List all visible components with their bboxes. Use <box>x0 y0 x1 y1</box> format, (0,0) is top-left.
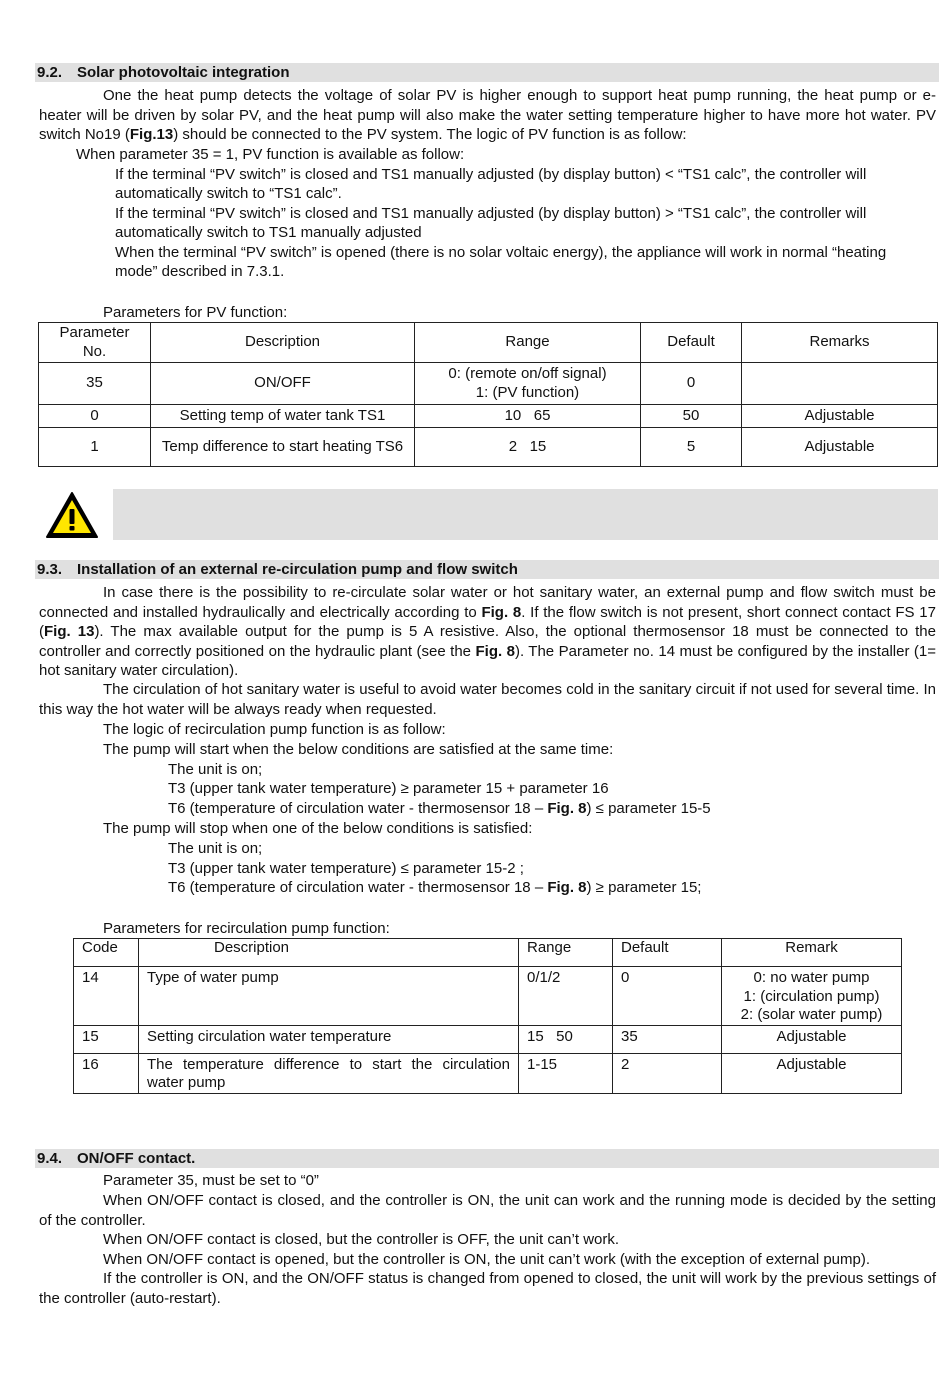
recirculation-parameters-table <box>73 938 902 1094</box>
pv-parameters-table <box>38 322 938 467</box>
start-condition-2: T3 (upper tank water temperature) ≥ parameter 15 + parameter 16 <box>168 780 609 797</box>
table-row: 0 Setting temp of water tank TS1 10 65 50 Adjustable <box>39 405 938 428</box>
pv-intro-paragraph: One the heat pump detects the voltage of solar PV is higher enough to support heat pump running, the heat pump or e-heater will be driven by solar PV, and the heat pump will also make the water setting temperature higher to have more hot water. PV switch No19 (Fig.13) should be connected to the PV system. The logic of PV function is as follow: <box>39 87 936 144</box>
start-conditions-line: The pump will start when the below conditions are satisfied at the same time: <box>103 741 614 758</box>
section-number: 9.4. <box>37 1150 63 1167</box>
table-row: 16 The temperature difference to start the circulation water pump 1-15 2 Adjustable <box>74 1053 902 1093</box>
table-header: Code <box>74 939 139 967</box>
logic-line: The logic of recirculation pump function is as follow: <box>103 721 446 738</box>
onoff-paragraph-3: When ON/OFF contact is closed, but the controller is OFF, the unit can’t work. <box>103 1231 620 1248</box>
table-row: 14 Type of water pump 0/1/2 0 0: no water pump 1: (circulation pump) 2: (solar water pump) <box>74 967 902 1026</box>
warning-triangle-icon <box>44 490 100 540</box>
pv-item-2b: automatically switch to TS1 manually adjusted <box>115 224 422 241</box>
onoff-paragraph-1: Parameter 35, must be set to “0” <box>103 1172 319 1189</box>
recirculation-intro-paragraph: In case there is the possibility to re-circulate solar water or hot sanitary water, an external pump and flow switch must be connected and installed hydraulically and electrically according to Fig. 8. If the flow switch is not present, short connect contact FS 17 (Fig. 13). The max available output for the pump is 5 A resistive. Also, the optional thermosensor 18 must be connected to the controller and correctly positioned on the hydraulic plant (see the Fig. 8). The Parameter no. 14 must be configured by the installer (1= hot sanitary water circulation). <box>39 584 936 680</box>
pv-item-3a: When the terminal “PV switch” is opened (there is no solar voltaic energy), the appliance will work in normal “heating <box>115 244 887 261</box>
section-title: Solar photovoltaic integration <box>77 64 290 81</box>
table-header: Default <box>613 939 722 967</box>
section-heading-9-3 <box>35 560 939 579</box>
table-header-row <box>39 323 938 363</box>
recirculation-table-caption: Parameters for recirculation pump function: <box>103 920 390 937</box>
stop-condition-3: T6 (temperature of circulation water - thermosensor 18 – Fig. 8) ≥ parameter 15; <box>168 879 702 896</box>
table-header: Range <box>519 939 613 967</box>
stop-condition-2: T3 (upper tank water temperature) ≤ parameter 15-2 ; <box>168 860 524 877</box>
table-header: Remark <box>722 939 902 967</box>
section-title: ON/OFF contact. <box>77 1150 196 1167</box>
pv-item-1a: If the terminal “PV switch” is closed and TS1 manually adjusted (by display button) < “TS1 calc”, the controller will <box>115 166 867 183</box>
section-heading-9-4 <box>35 1149 939 1168</box>
table-row: 15 Setting circulation water temperature 15 50 35 Adjustable <box>74 1025 902 1053</box>
table-header: Description <box>139 939 519 967</box>
recirculation-purpose-paragraph: The circulation of hot sanitary water is useful to avoid water becomes cold in the sanitary circuit if not used for several time. In this way the hot water will be always ready when requested. <box>39 681 936 718</box>
table-header: Parameter No. <box>39 323 151 363</box>
onoff-paragraph-2: When ON/OFF contact is closed, and the controller is ON, the unit can work and the running mode is decided by the setting of the controller. <box>39 1192 936 1229</box>
onoff-paragraph-5: If the controller is ON, and the ON/OFF status is changed from opened to closed, the unit will work by the previous settings of the controller (auto-restart). <box>39 1270 936 1307</box>
pv-item-2a: If the terminal “PV switch” is closed and TS1 manually adjusted (by display button) > “TS1 calc”, the controller will <box>115 205 867 222</box>
table-header-row <box>74 939 902 967</box>
onoff-paragraph-4: When ON/OFF contact is opened, but the controller is ON, the unit can’t work (with the exception of external pump). <box>103 1251 871 1268</box>
stop-conditions-line: The pump will stop when one of the below conditions is satisfied: <box>103 820 533 837</box>
table-row: 35 ON/OFF 0: (remote on/off signal) 1: (PV function) 0 <box>39 363 938 405</box>
section-title: Installation of an external re-circulation pump and flow switch <box>77 561 518 578</box>
table-header: Default <box>641 323 742 363</box>
start-condition-3: T6 (temperature of circulation water - thermosensor 18 – Fig. 8) ≤ parameter 15-5 <box>168 800 711 817</box>
pv-condition: When parameter 35 = 1, PV function is available as follow: <box>76 146 465 163</box>
start-condition-1: The unit is on; <box>168 761 263 778</box>
table-row: 1 Temp difference to start heating TS6 2 15 5 Adjustable <box>39 428 938 467</box>
warning-note-box <box>113 489 938 540</box>
section-heading-9-2 <box>35 63 939 82</box>
pv-item-3b: mode” described in 7.3.1. <box>115 263 285 280</box>
stop-condition-1: The unit is on; <box>168 840 263 857</box>
section-number: 9.3. <box>37 561 63 578</box>
table-header: Description <box>151 323 415 363</box>
pv-table-caption: Parameters for PV function: <box>103 304 288 321</box>
pv-item-1b: automatically switch to “TS1 calc”. <box>115 185 342 202</box>
table-header: Range <box>415 323 641 363</box>
section-number: 9.2. <box>37 64 63 81</box>
table-header: Remarks <box>742 323 938 363</box>
